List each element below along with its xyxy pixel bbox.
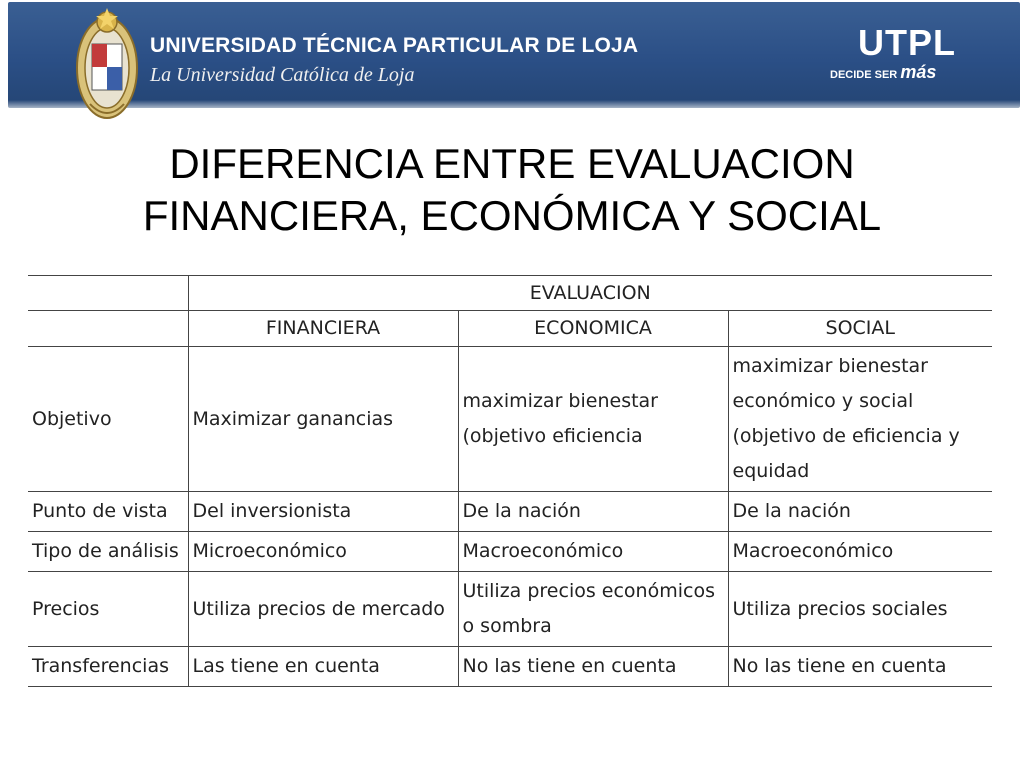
group-header-evaluacion: EVALUACION: [188, 276, 992, 311]
column-header-financiera: FINANCIERA: [188, 311, 458, 347]
table-corner-cell: [28, 276, 188, 311]
table-cell: Macroeconómico: [458, 532, 728, 572]
table-cell: Macroeconómico: [728, 532, 992, 572]
table-cell: Maximizar ganancias: [188, 347, 458, 492]
brand-tagline: [830, 62, 936, 83]
column-header-social: SOCIAL: [728, 311, 992, 347]
brand-logo: UTPL: [858, 22, 956, 63]
table-row: [28, 572, 992, 647]
table-cell: maximizar bienestar económico y social (objetivo de eficiencia y equidad: [728, 347, 992, 492]
title-line-2: FINANCIERA, ECONÓMICA Y SOCIAL: [142, 192, 882, 239]
table-group-header-row: [28, 276, 992, 311]
table-row: [28, 532, 992, 572]
row-label: Objetivo: [28, 347, 188, 492]
table-cell: De la nación: [458, 492, 728, 532]
university-seal-icon: [70, 4, 144, 124]
table-corner-cell-2: [28, 311, 188, 347]
row-label: Tipo de análisis: [28, 532, 188, 572]
page-title: [0, 138, 1024, 242]
table-cell: maximizar bienestar (objetivo eficiencia: [458, 347, 728, 492]
row-label: Precios: [28, 572, 188, 647]
table-row: [28, 647, 992, 687]
comparison-table: [28, 275, 992, 687]
title-line-1: DIFERENCIA ENTRE EVALUACION: [169, 140, 855, 187]
university-subtitle: La Universidad Católica de Loja: [150, 64, 415, 86]
table-column-header-row: [28, 311, 992, 347]
row-label: Punto de vista: [28, 492, 188, 532]
table-cell: No las tiene en cuenta: [728, 647, 992, 687]
table-cell: Microeconómico: [188, 532, 458, 572]
table-cell: No las tiene en cuenta: [458, 647, 728, 687]
table-cell: Las tiene en cuenta: [188, 647, 458, 687]
column-header-economica: ECONOMICA: [458, 311, 728, 347]
table-cell: Del inversionista: [188, 492, 458, 532]
banner-fade: [8, 100, 1020, 108]
table-cell: Utiliza precios sociales: [728, 572, 992, 647]
tagline-big: más: [900, 62, 937, 82]
table-row: [28, 492, 992, 532]
table-cell: Utiliza precios económicos o sombra: [458, 572, 728, 647]
row-label: Transferencias: [28, 647, 188, 687]
table-row: [28, 347, 992, 492]
table-cell: Utiliza precios de mercado: [188, 572, 458, 647]
tagline-small: DECIDE SER: [830, 69, 898, 81]
table-cell: De la nación: [728, 492, 992, 532]
university-name: UNIVERSIDAD TÉCNICA PARTICULAR DE LOJA: [150, 34, 639, 57]
